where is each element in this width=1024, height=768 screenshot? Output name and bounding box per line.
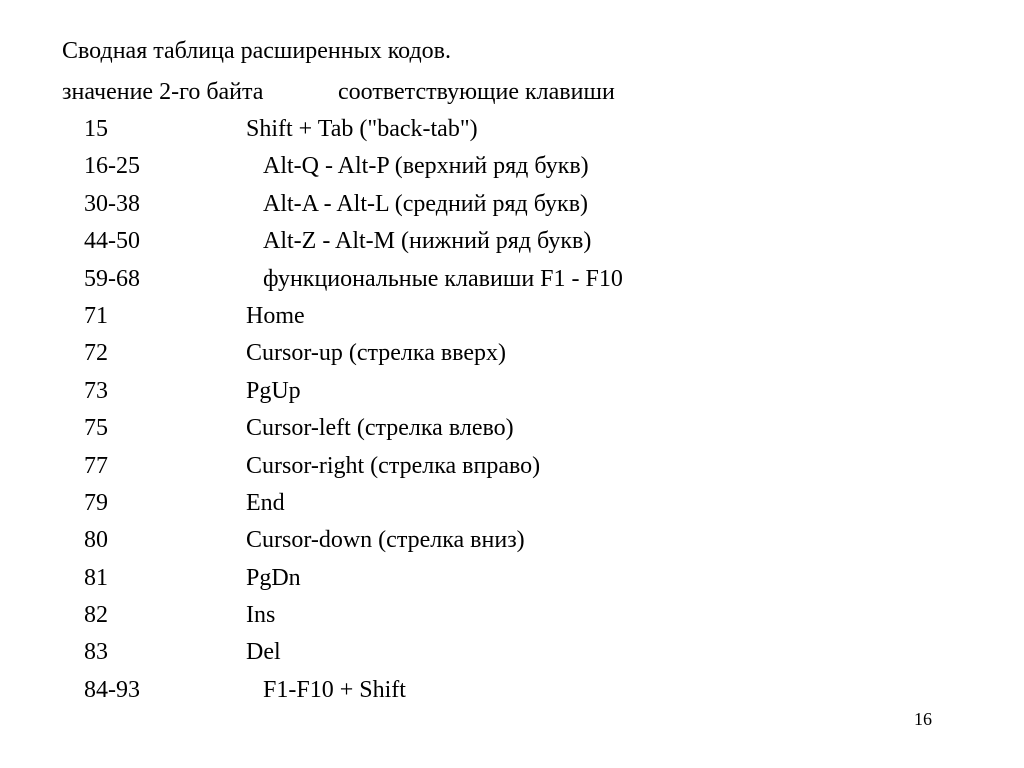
row-code: 72	[84, 340, 108, 367]
row-code: 30-38	[84, 190, 140, 217]
table-row	[0, 413, 1024, 450]
table-body	[0, 114, 1024, 712]
row-description: Cursor-right (стрелка вправо)	[246, 452, 541, 479]
row-code: 16-25	[84, 153, 140, 180]
row-code: 71	[84, 302, 108, 329]
row-code: 84-93	[84, 676, 140, 703]
row-description: PgUp	[246, 377, 301, 404]
row-description: Alt-Z - Alt-M (нижний ряд букв)	[263, 228, 592, 255]
row-code: 83	[84, 639, 108, 666]
row-code: 79	[84, 489, 108, 516]
row-code: 15	[84, 116, 108, 142]
row-code: 80	[84, 527, 108, 554]
header-keys-column: соответствующие клавиши	[338, 79, 615, 105]
row-description: Cursor-up (стрелка вверх)	[246, 340, 507, 367]
row-description: Alt-Q - Alt-P (верхний ряд букв)	[263, 153, 589, 180]
table-row	[0, 451, 1024, 488]
table-row	[0, 563, 1024, 600]
row-code: 77	[84, 452, 108, 479]
row-code: 44-50	[84, 228, 140, 255]
row-description: F1-F10 + Shift	[263, 676, 406, 703]
row-description: функциональные клавиши F1 - F10	[263, 265, 623, 292]
table-row	[0, 189, 1024, 226]
row-code: 82	[84, 602, 108, 629]
table-row	[0, 600, 1024, 637]
table-row	[0, 301, 1024, 338]
table-row	[0, 637, 1024, 674]
table-row	[0, 376, 1024, 413]
row-code: 75	[84, 415, 108, 442]
row-description: End	[246, 489, 285, 516]
table-row	[0, 675, 1024, 712]
page-number: 16	[914, 709, 932, 729]
table-row	[0, 338, 1024, 375]
table-row	[0, 226, 1024, 263]
slide-title: Сводная таблица расширенных кодов.	[62, 38, 451, 64]
table-row	[0, 114, 1024, 151]
row-description: Del	[246, 639, 281, 666]
row-description: Alt-A - Alt-L (средний ряд букв)	[263, 190, 589, 217]
row-code: 59-68	[84, 265, 140, 292]
row-description: Ins	[246, 602, 276, 629]
table-row	[0, 264, 1024, 301]
row-description: Cursor-left (стрелка влево)	[246, 415, 514, 442]
row-description: Cursor-down (стрелка вниз)	[246, 527, 525, 554]
row-description: PgDn	[246, 564, 301, 591]
table-row	[0, 488, 1024, 525]
row-code: 73	[84, 377, 108, 404]
row-code: 81	[84, 564, 108, 591]
table-row	[0, 525, 1024, 562]
header-code-column: значение 2-го байта	[62, 79, 264, 105]
row-description: Shift + Tab ("back-tab")	[246, 116, 478, 142]
row-description: Home	[246, 302, 305, 329]
table-row	[0, 151, 1024, 188]
